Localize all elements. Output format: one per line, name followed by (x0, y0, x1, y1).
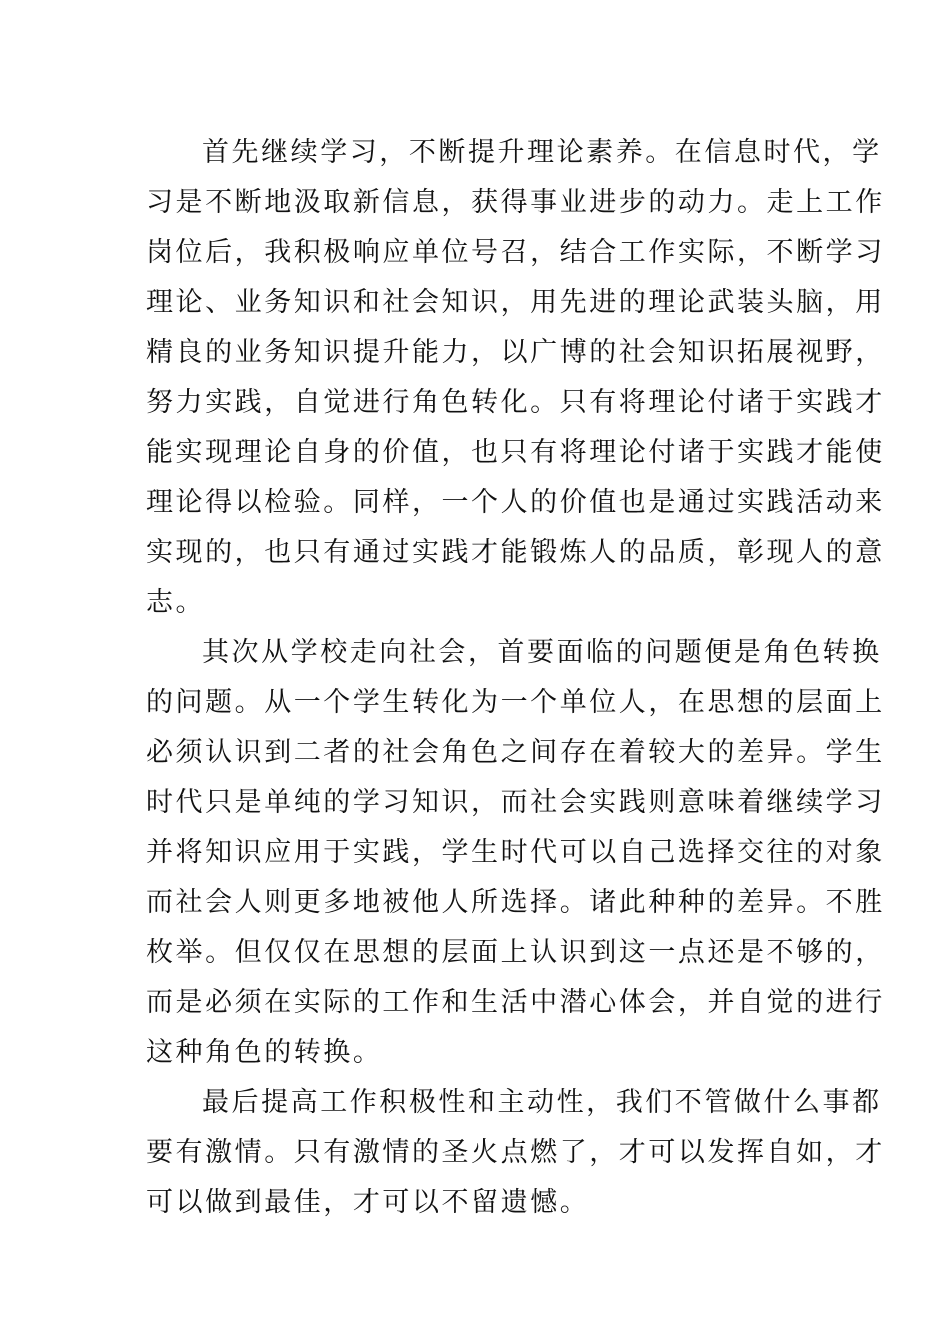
text-line: 努力实践，自觉进行角色转化。只有将理论付诸于实践才 (146, 387, 885, 418)
text-line: 时代只是单纯的学习知识，而社会实践则意味着继续学习 (146, 787, 885, 818)
text-line: 必须认识到二者的社会角色之间存在着较大的差异。学生 (146, 737, 885, 768)
text-line: 并将知识应用于实践，学生时代可以自己选择交往的对象 (146, 837, 885, 868)
text-line: 首先继续学习，不断提升理论素养。在信息时代，学 (202, 137, 882, 168)
paragraph-2 (146, 628, 885, 1078)
text-line: 理论、业务知识和社会知识，用先进的理论武装头脑，用 (146, 287, 885, 318)
text-line: 这种角色的转换。 (146, 1037, 383, 1068)
text-line: 精良的业务知识提升能力，以广博的社会知识拓展视野， (146, 337, 885, 368)
text-line: 习是不断地汲取新信息，获得事业进步的动力。走上工作 (146, 187, 885, 218)
text-line: 可以做到最佳，才可以不留遗憾。 (146, 1187, 590, 1218)
text-line: 岗位后，我积极响应单位号召，结合工作实际，不断学习 (146, 237, 885, 268)
text-line: 能实现理论自身的价值，也只有将理论付诸于实践才能使 (146, 437, 885, 468)
text-line: 实现的，也只有通过实践才能锻炼人的品质，彰现人的意 (146, 537, 885, 568)
text-line: 理论得以检验。同样，一个人的价值也是通过实践活动来 (146, 487, 885, 518)
text-line: 其次从学校走向社会，首要面临的问题便是角色转换 (202, 637, 882, 668)
text-line: 而社会人则更多地被他人所选择。诸此种种的差异。不胜 (146, 887, 885, 918)
text-line: 要有激情。只有激情的圣火点燃了，才可以发挥自如，才 (146, 1137, 885, 1168)
document-body (146, 128, 885, 1228)
text-line: 而是必须在实际的工作和生活中潜心体会，并自觉的进行 (146, 987, 885, 1018)
text-line: 志。 (146, 587, 206, 618)
text-line: 最后提高工作积极性和主动性，我们不管做什么事都 (202, 1087, 882, 1118)
text-line: 枚举。但仅仅在思想的层面上认识到这一点还是不够的， (146, 937, 885, 968)
text-line: 的问题。从一个学生转化为一个单位人，在思想的层面上 (146, 687, 885, 718)
paragraph-3 (146, 1078, 885, 1228)
paragraph-1 (146, 128, 885, 628)
